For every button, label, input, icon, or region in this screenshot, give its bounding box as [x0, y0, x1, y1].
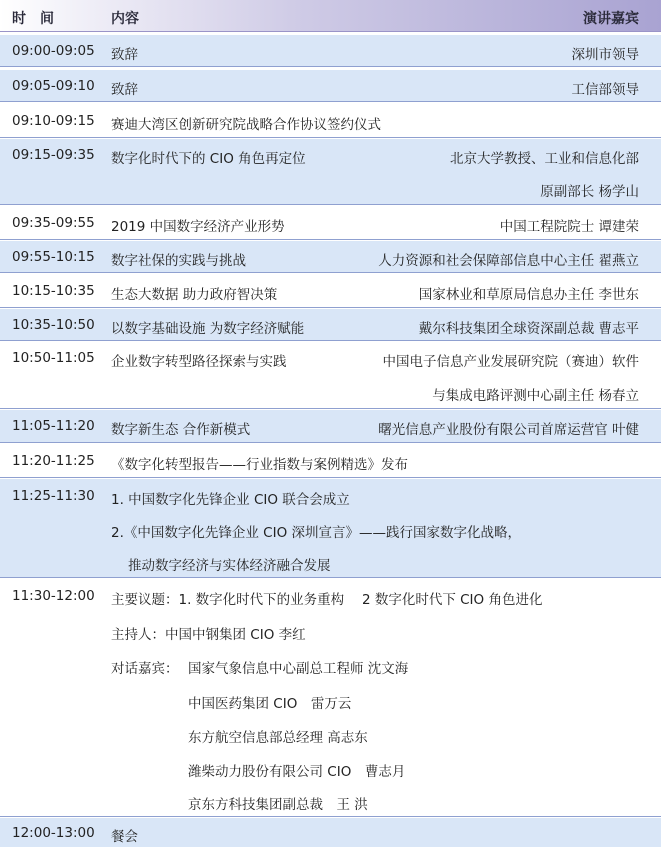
row-content: 生态大数据 助力政府智决策 — [111, 287, 278, 303]
row-time: 09:05-09:10 — [12, 78, 95, 94]
row-time: 11:05-11:20 — [12, 418, 95, 434]
row-speaker-line1: 中国电子信息产业发展研究院（赛迪）软件 — [382, 354, 639, 370]
header-content: 内容 — [111, 11, 139, 27]
header-speaker: 演讲嘉宾 — [583, 11, 639, 27]
row-content-line3: 推动数字经济与实体经济融合发展 — [128, 558, 331, 574]
row-speaker: 人力资源和社会保障部信息中心主任 翟燕立 — [378, 253, 639, 269]
row-speaker: 工信部领导 — [571, 82, 639, 98]
row-time: 11:25-11:30 — [12, 488, 95, 504]
row-content: 企业数字转型路径探索与实践 — [111, 354, 287, 370]
table-row — [0, 579, 661, 817]
table-row — [0, 70, 661, 102]
forum-guest: 国家气象信息中心副总工程师 沈文海 — [188, 661, 409, 677]
forum-guest: 东方航空信息部总经理 高志东 — [188, 730, 368, 746]
row-content: 致辞 — [111, 47, 138, 63]
row-content-line2: 2.《中国数字化先锋企业 CIO 深圳宣言》——践行国家数字化战略， — [111, 525, 521, 541]
forum-host: 主持人：中国中钢集团 CIO 李红 — [111, 627, 306, 643]
row-content: 赛迪大湾区创新研究院战略合作协议签约仪式 — [111, 117, 381, 133]
row-content: 2019 中国数字经济产业形势 — [111, 219, 285, 235]
forum-guest: 中国医药集团 CIO 雷万云 — [188, 696, 352, 712]
row-time: 09:10-09:15 — [12, 113, 95, 129]
table-row — [0, 342, 661, 409]
row-content: 致辞 — [111, 82, 138, 98]
row-time: 10:50-11:05 — [12, 350, 95, 366]
row-speaker-line1: 北京大学教授、工业和信息化部 — [450, 151, 639, 167]
table-row — [0, 479, 661, 578]
table-row — [0, 206, 661, 240]
row-speaker: 国家林业和草原局信息办主任 李世东 — [418, 287, 639, 303]
forum-guest: 潍柴动力股份有限公司 CIO 曹志月 — [188, 764, 406, 780]
row-speaker-line2: 与集成电路评测中心副主任 杨春立 — [432, 388, 639, 404]
row-speaker-line2: 原副部长 杨学山 — [540, 184, 639, 200]
row-content: 数字新生态 合作新模式 — [111, 422, 251, 438]
table-header — [0, 0, 661, 32]
row-speaker: 戴尔科技集团全球资深副总裁 曹志平 — [418, 321, 639, 337]
row-content: 数字社保的实践与挑战 — [111, 253, 246, 269]
row-content-line1: 1. 中国数字化先锋企业 CIO 联合会成立 — [111, 492, 350, 508]
table-row — [0, 35, 661, 67]
row-content: 餐会 — [111, 829, 138, 845]
row-time: 10:15-10:35 — [12, 283, 95, 299]
row-time: 12:00-13:00 — [12, 825, 95, 841]
row-time: 10:35-10:50 — [12, 317, 95, 333]
row-speaker: 深圳市领导 — [571, 47, 639, 63]
forum-guests-label: 对话嘉宾： — [111, 661, 179, 677]
table-row — [0, 104, 661, 138]
row-time: 09:35-09:55 — [12, 215, 95, 231]
forum-topic: 主要议题：1. 数字化时代下的业务重构 2 数字化时代下 CIO 角色进化 — [111, 592, 543, 608]
row-time: 09:00-09:05 — [12, 43, 95, 59]
table-row — [0, 410, 661, 443]
header-time: 时 间 — [12, 11, 54, 27]
table-row — [0, 309, 661, 341]
forum-guest: 京东方科技集团副总裁 王 洪 — [188, 797, 368, 813]
row-speaker: 中国工程院院士 谭建荣 — [499, 219, 639, 235]
row-time: 09:55-10:15 — [12, 249, 95, 265]
row-content: 数字化时代下的 CIO 角色再定位 — [111, 151, 306, 167]
table-row — [0, 274, 661, 308]
row-speaker: 曙光信息产业股份有限公司首席运营官 叶健 — [378, 422, 639, 438]
row-content: 《数字化转型报告——行业指数与案例精选》发布 — [111, 457, 408, 473]
row-time: 09:15-09:35 — [12, 147, 95, 163]
table-row — [0, 241, 661, 273]
table-row — [0, 139, 661, 205]
row-time: 11:20-11:25 — [12, 453, 95, 469]
table-row — [0, 818, 661, 847]
row-time: 11:30-12:00 — [12, 588, 95, 604]
row-content: 以数字基础设施 为数字经济赋能 — [111, 321, 305, 337]
table-row — [0, 444, 661, 478]
